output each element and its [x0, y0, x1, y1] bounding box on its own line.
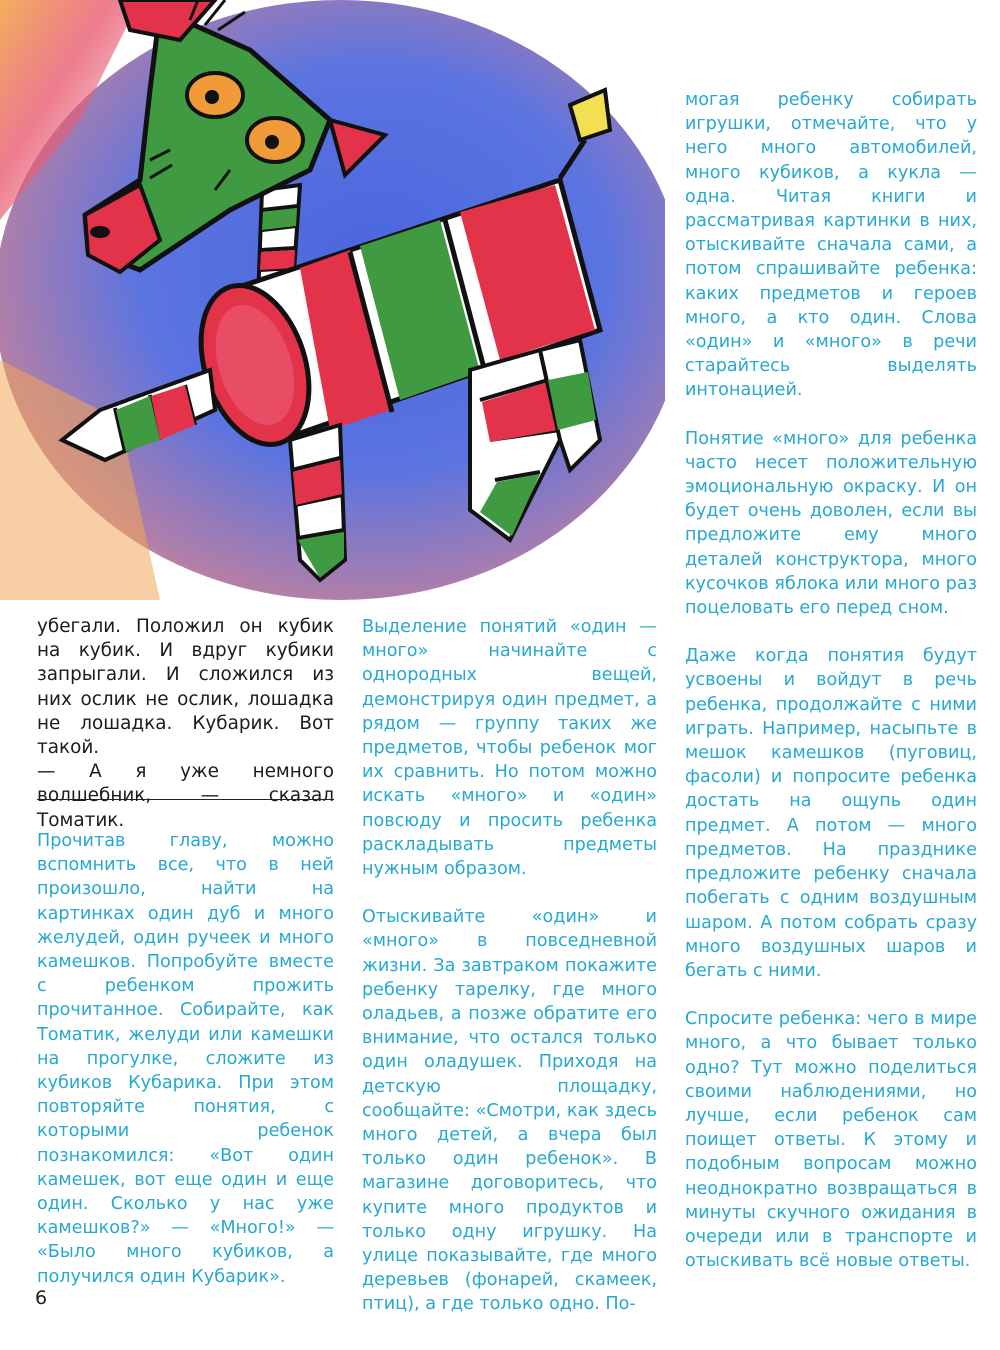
parent-tip-paragraph: могая ребенку собирать игрушки, отмечайте, что у него много автомобилей, много кубиков, а кукла — одна. Читая книги и рассматривая картинки в них, отыскивайте сначала сами, а потом спрашивайте ребенка: каких предметов и героев много, а кто один. Слова «один» и «много» в речи старайтесь выделять интонацией. — [685, 90, 977, 401]
parent-tip-paragraph: Прочитав главу, можно вспомнить все, что в ней произошло, найти на картинках один дуб и много желудей, один ручеек и много камешков. Попробуйте вместе с ребенком прожить прочитанное. Собирайте, как Томатик, желуди или камешки на прогулке, сложите из кубиков Кубарика. При этом повторяйте понятия, с которыми ребенок познакомился: «Вот один камешек, вот еще один и еще один. Сколько у нас уже камешков?» — «Много!» — «Было много кубиков, а получился один Кубарик». — [37, 831, 334, 1287]
parent-tips-column-2 — [362, 615, 657, 1317]
illustration-svg — [0, 0, 665, 600]
toy-donkey-illustration — [0, 0, 665, 600]
story-paragraph: — А я уже немного волшебник, — сказал Томатик. — [37, 761, 334, 831]
donkey-front-leg-2 — [290, 425, 345, 580]
story-paragraph: убегали. Положил он кубик на кубик. И вдруг кубики запрыгали. И сложился из них ослик не ослик, лошадка не лошадка. Кубарик. Вот такой. — [37, 616, 334, 759]
parent-tip-paragraph: Понятие «много» для ребенка часто несет положительную эмоциональную окраску. И он будет очень доволен, если вы предложите ему много деталей конструктора, много кусочков яблока или много раз поцеловать его перед сном. — [685, 428, 977, 619]
parent-tips-column-3 — [685, 88, 977, 1273]
parent-tip-paragraph: Даже когда понятия будут усвоены и войдут в речь ребенка, продолжайте с ними играть. Например, насыпьте в мешок камешков (пуговиц, фасоли) и попросите ребенка достать на ощупь один предмет. А потом — много предметов. На празднике предложите ребенку сначала побегать с одним воздушным шаром. А потом собрать сразу много воздушных шаров и бегать с ними. — [685, 646, 977, 981]
page-number: 6 — [35, 1287, 48, 1309]
story-text — [37, 615, 334, 833]
parent-tip-paragraph: Отыскивайте «один» и «много» в повседневной жизни. За завтраком покажите ребенку тарелку, где много оладьев, а позже обратите его внимание, что остался только один оладушек. Приходя на детскую площадку, сообщайте: «Смотри, как здесь много детей, а вчера был только один ребенок». В магазине договоритесь, что купите много продуктов и только одну игрушку. На улице показывайте, где много деревьев (фонарей, скамеек, птиц), а где только одно. По- — [362, 907, 657, 1315]
parent-tip-paragraph: Спросите ребенка: чего в мире много, а что бывает только одно? Тут можно поделиться своими наблюдениями, но лучше, если ребенок сам поищет ответы. К этому и подобным вопросам можно неоднократно возвращаться в минуты скучного ожидания в очереди или в транспорте и отыскивать всё новые ответы. — [685, 1009, 977, 1272]
parent-tip-paragraph: Выделение понятий «один — много» начинайте с однородных вещей, демонстрируя один предмет, а рядом — группу таких же предметов, чтобы ребенок мог их сравнить. Но потом можно искать «много» и «один» повсюду и просить ребенка раскладывать предметы нужным образом. — [362, 617, 657, 880]
parent-tips-column-1 — [37, 829, 334, 1289]
section-divider — [37, 799, 334, 800]
